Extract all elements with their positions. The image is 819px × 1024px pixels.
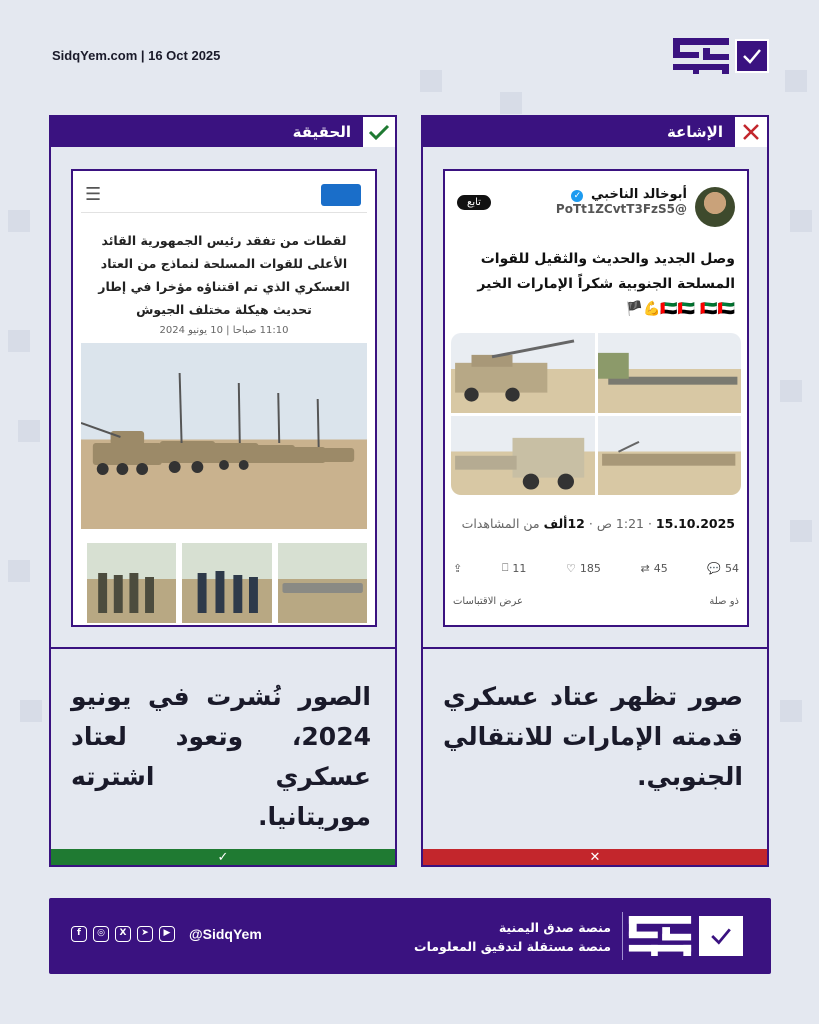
follow-button[interactable]: تابع <box>457 195 491 210</box>
rumor-panel <box>421 115 769 867</box>
article-main-photo <box>81 343 367 529</box>
bookmark-button[interactable] <box>502 561 527 575</box>
logo-check-icon <box>699 916 743 956</box>
x-icon <box>735 117 767 147</box>
tweet-date: 15.10.2025 <box>655 516 735 531</box>
telegram-icon[interactable]: ➤ <box>137 926 153 942</box>
heart-icon: ♡ <box>566 561 576 575</box>
sidqyem-logo-bottom <box>627 916 743 956</box>
retweet-icon: ⇄ <box>640 561 650 575</box>
like-count: 185 <box>579 561 601 575</box>
rumor-panel-header <box>423 117 767 147</box>
tweet-meta: 15.10.2025 · 1:21 ص · 12ألف من المشاهدات <box>461 516 735 531</box>
platform-name: منصة صدق اليمنية <box>498 920 611 935</box>
logo-wordmark-icon <box>673 38 729 74</box>
logo-wordmark-icon <box>627 916 693 956</box>
tweet-text: وصل الجديد والحديث والثقيل للقوات المسلحة الجنوبية شكراً الإمارات الخير 🇦🇪🇦🇪 🇦🇪🇦🇪💪🏴 <box>477 251 735 317</box>
platform-tagline: منصة مستقلة لتدقيق المعلومات <box>414 939 611 954</box>
panel-divider <box>423 647 767 649</box>
tweet-screenshot <box>443 169 749 627</box>
instagram-icon[interactable]: ◎ <box>93 926 109 942</box>
rumor-footer-bar <box>423 849 767 865</box>
tweet-time: 1:21 ص <box>596 516 644 531</box>
retweet-button[interactable] <box>640 561 667 575</box>
bookmark-icon: ⎕ <box>501 561 509 574</box>
hamburger-menu-icon[interactable]: ☰ <box>85 184 102 205</box>
bottom-bar <box>49 898 771 974</box>
avatar[interactable] <box>695 187 735 227</box>
article-topbar <box>81 177 367 213</box>
tweet-views-label: من المشاهدات <box>461 516 540 531</box>
fact-footer-bar <box>51 849 395 865</box>
tweet-photo[interactable] <box>451 416 595 496</box>
share-button[interactable] <box>453 561 462 575</box>
fact-caption: الصور نُشرت في يونيو 2024، وتعود لعتاد عسكري اشترته موريتانيا. <box>71 682 371 831</box>
bookmark-count: 11 <box>512 561 527 575</box>
tweet-photo[interactable] <box>598 416 742 496</box>
thumbnail[interactable] <box>87 543 176 623</box>
facebook-icon[interactable]: f <box>71 926 87 942</box>
tweet-views-count: 12ألف <box>543 516 585 531</box>
retweet-count: 45 <box>653 561 668 575</box>
youtube-icon[interactable]: ▶ <box>159 926 175 942</box>
related-link[interactable]: ذو صلة <box>709 596 739 607</box>
social-links <box>71 926 262 942</box>
like-button[interactable] <box>566 561 601 575</box>
tweet-photo[interactable] <box>451 333 595 413</box>
news-agency-logo <box>321 184 361 206</box>
author-name[interactable]: أبوخالد الناخبي <box>590 187 687 202</box>
verified-badge-icon: ✓ <box>571 190 583 202</box>
rumor-panel-title: الإشاعة <box>666 123 723 141</box>
site-date-line: SidqYem.com | 16 Oct 2025 <box>52 48 221 63</box>
rumor-caption: صور تظهر عتاد عسكري قدمته الإمارات للانتقالي الجنوبي. <box>443 682 743 791</box>
article-thumbnails <box>87 543 367 623</box>
thumbnail[interactable] <box>182 543 271 623</box>
check-icon <box>363 117 395 147</box>
divider <box>622 912 623 960</box>
show-quotes-link[interactable]: عرض الاقتباسات <box>453 596 523 607</box>
author-handle[interactable]: @PoTt1ZCvtT3FzS5 <box>555 202 687 216</box>
reply-button[interactable] <box>707 561 739 575</box>
tweet-photo-grid <box>451 333 741 495</box>
fact-panel-header <box>51 117 395 147</box>
x-small-icon: ✕ <box>589 849 601 865</box>
tweet-photo[interactable] <box>598 333 742 413</box>
tweet-links <box>453 596 739 607</box>
reply-count: 54 <box>725 561 739 575</box>
reply-icon: 💬 <box>707 561 721 575</box>
panel-divider <box>51 647 395 649</box>
fact-panel <box>49 115 397 867</box>
article-screenshot <box>71 169 377 627</box>
check-small-icon: ✓ <box>217 849 229 865</box>
fact-panel-title: الحقيقة <box>292 123 351 141</box>
sidqyem-logo <box>673 38 769 74</box>
logo-check-icon <box>735 39 769 73</box>
article-title: لقطات من تفقد رئيس الجمهورية القائد الأعلى للقوات المسلحة لنماذج من العتاد العسكري الذي تم اقتناؤه مؤخرا في إطار تحديث هيكلة مختلف الجيوش <box>98 233 350 317</box>
article-date: 11:10 صباحا | 10 يونيو 2024 <box>159 325 289 336</box>
share-icon: ⇪ <box>453 561 463 575</box>
platform-description <box>414 918 611 956</box>
tweet-actions <box>453 561 739 575</box>
social-handle[interactable]: @SidqYem <box>189 926 262 942</box>
x-twitter-icon[interactable]: X <box>115 926 131 942</box>
thumbnail[interactable] <box>278 543 367 623</box>
tweet-author <box>556 187 735 227</box>
